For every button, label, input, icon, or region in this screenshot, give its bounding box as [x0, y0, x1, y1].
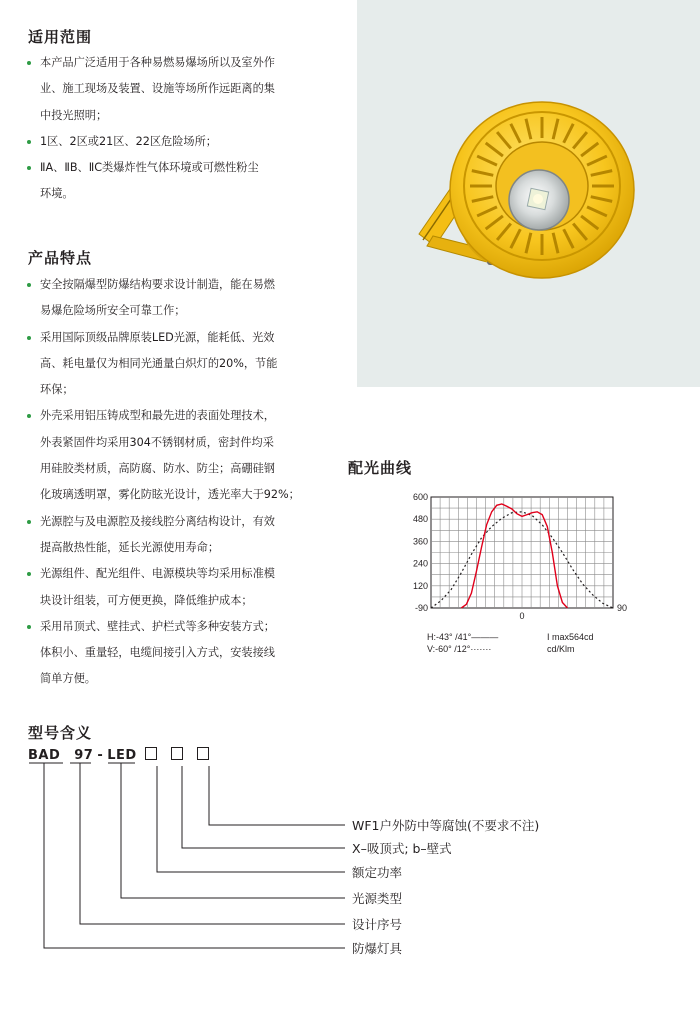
chart-grid — [431, 497, 613, 608]
feature-item — [24, 561, 324, 614]
model-box-mount — [171, 747, 183, 760]
chart-x-ticks — [519, 603, 627, 621]
model-label-explosion-proof: 防爆灯具 — [352, 941, 403, 956]
feature-item-line: 采用国际顶级品牌原装LED光源，能耗低、光效 — [40, 330, 275, 344]
feature-item-line: 用硅胶类材质，高防腐、防水、防尘；高硼硅钢 — [40, 462, 275, 476]
y-tick-label: 120 — [412, 580, 428, 591]
legend-unit: cd/Klm — [547, 644, 575, 654]
feature-item-line: 安全按隔爆型防爆结构要求设计制造，能在易燃 — [40, 278, 275, 291]
bullet-dot — [27, 414, 31, 418]
feature-item — [24, 325, 324, 404]
x-tick-label: 90 — [617, 603, 628, 613]
scope-item-line: 1区、2区或21区、22区危险场所； — [40, 134, 217, 148]
model-label-power: 额定功率 — [352, 865, 403, 880]
model-label-light-source: 光源类型 — [352, 891, 403, 906]
features-list — [24, 272, 324, 693]
feature-item — [24, 509, 324, 562]
light-distribution-chart — [395, 490, 635, 660]
y-tick-label: 360 — [412, 536, 428, 547]
model-leader-lines — [0, 760, 360, 960]
feature-item-line: 化玻璃透明罩，雾化防眩光设计，透光率大于92%； — [40, 488, 300, 502]
feature-item-line: 环保； — [40, 383, 74, 397]
scope-item-line: 业、施工现场及装置、设施等场所作远距离的集 — [40, 82, 275, 96]
bullet-dot — [27, 61, 31, 65]
model-code-97: 97 — [74, 748, 94, 763]
y-tick-label: 240 — [412, 558, 428, 569]
feature-item-line: 光源组件、配光组件、电源模块等均采用标准模 — [40, 567, 275, 581]
bullet-dot — [27, 572, 31, 576]
model-box-power — [145, 747, 157, 760]
scope-item-line: 环境。 — [40, 187, 74, 201]
y-tick-label: 480 — [412, 514, 428, 525]
feature-item-line: 采用吊顶式、壁挂式、护栏式等多种安装方式； — [40, 619, 275, 633]
feature-item-line: 外表紧固件均采用304不锈钢材质，密封件均采 — [40, 435, 274, 449]
model-heading: 型号含义 — [28, 724, 93, 742]
model-label-anticorrosion: WF1户外防中等腐蚀(不要求不注) — [352, 818, 540, 833]
features-heading: 产品特点 — [28, 249, 93, 267]
scope-list — [24, 50, 324, 208]
scope-item — [24, 155, 324, 208]
legend-imax: I max564cd — [547, 632, 594, 642]
bullet-dot — [27, 166, 31, 170]
bullet-dot — [27, 336, 31, 340]
scope-item — [24, 50, 324, 129]
legend-v: V:-60° /12°······· — [427, 644, 492, 654]
scope-item-line: 本产品广泛适用于各种易燃易爆场所以及室外作 — [40, 56, 275, 69]
bullet-dot — [27, 283, 31, 287]
model-code-led: LED — [107, 748, 137, 763]
bullet-dot — [27, 625, 31, 629]
feature-item-line: 体积小、重量轻，电缆间接引入方式，安装接线 — [40, 646, 275, 660]
feature-item-line: 块设计组装，可方便更换，降低维护成本； — [40, 593, 253, 607]
feature-item-line: 易爆危险场所安全可靠工作； — [40, 304, 186, 318]
chart-y-ticks — [413, 492, 428, 613]
feature-item-line: 外壳采用铝压铸成型和最先进的表面处理技术， — [40, 409, 275, 423]
model-label-design-serial: 设计序号 — [352, 917, 403, 932]
scope-item-line: ⅡA、ⅡB、ⅡC类爆炸性气体环境或可燃性粉尘 — [40, 161, 259, 175]
bullet-dot — [27, 140, 31, 144]
scope-heading: 适用范围 — [28, 28, 93, 46]
product-photo-panel — [357, 0, 700, 387]
model-code-dash: - — [97, 748, 104, 763]
series-h-solid — [461, 504, 567, 608]
model-label-mounting: X–吸顶式; b–壁式 — [352, 841, 452, 856]
legend-h: H:-43° /41°——— — [427, 632, 499, 642]
model-box-anticorrosion — [197, 747, 209, 760]
bullet-dot — [27, 520, 31, 524]
feature-item-line: 光源腔与及电源腔及接线腔分离结构设计，有效 — [40, 514, 275, 528]
feature-item — [24, 403, 324, 508]
feature-item — [24, 272, 324, 325]
x-tick-label: 0 — [519, 611, 525, 621]
feature-item — [24, 614, 324, 693]
scope-item-line: 中投光照明； — [40, 108, 108, 122]
feature-item-line: 提高散热性能，延长光源使用寿命； — [40, 540, 220, 554]
model-code-bad: BAD — [28, 748, 61, 763]
y-tick-label: -90 — [414, 603, 428, 613]
scope-item — [24, 129, 324, 155]
product-photo — [357, 0, 700, 387]
chart-heading: 配光曲线 — [348, 459, 413, 477]
y-tick-label: 600 — [412, 492, 428, 502]
feature-item-line: 简单方便。 — [40, 672, 96, 686]
feature-item-line: 高、耗电量仅为相同光通量白炽灯的20%，节能 — [40, 356, 278, 370]
